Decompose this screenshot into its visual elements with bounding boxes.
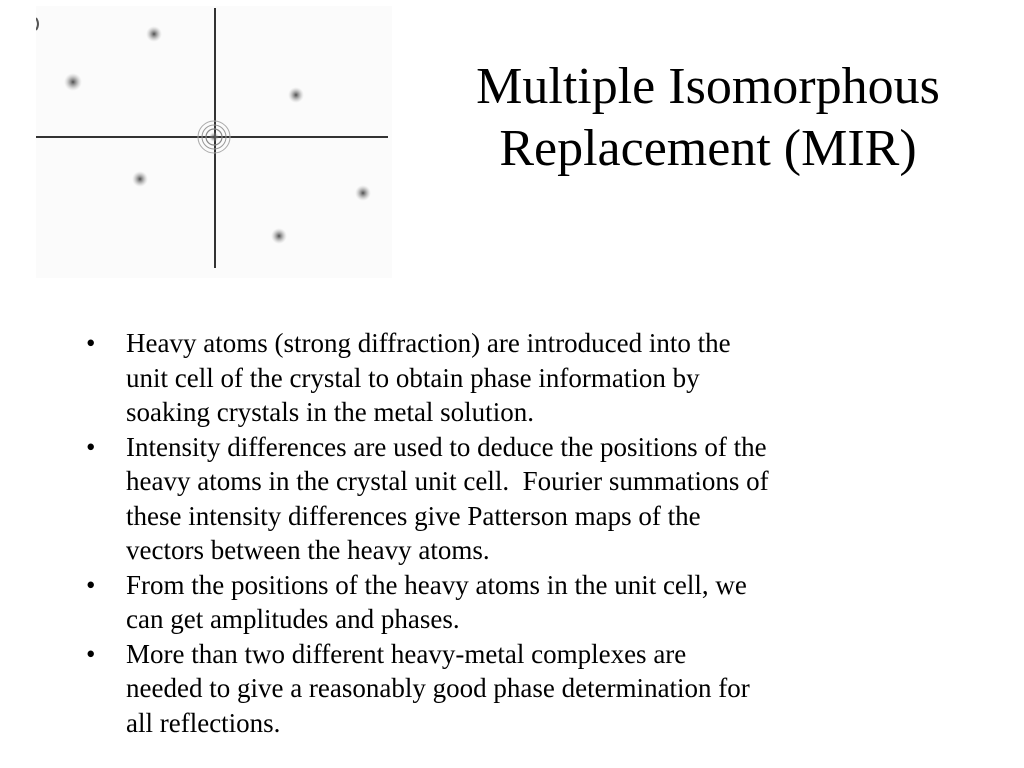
bullet-line: From the positions of the heavy atoms in the unit cell, we <box>126 569 747 600</box>
bullet-dot: • <box>86 638 96 669</box>
bullet-list <box>86 326 956 740</box>
patterson-peak <box>132 171 148 187</box>
bullet-line: vectors between the heavy atoms. <box>126 535 490 565</box>
bullet-line: unit cell of the crystal to obtain phase information by <box>126 362 700 393</box>
bullet-dot: • <box>86 328 96 358</box>
bullet-item <box>86 568 956 637</box>
bullet-item <box>86 637 956 741</box>
patterson-map-diagram <box>36 6 392 278</box>
title-line-2: Replacement (MIR) <box>499 120 917 177</box>
patterson-peak <box>271 228 287 244</box>
bullet-line: Intensity differences are used to deduce the positions of the <box>126 431 767 462</box>
patterson-map-figure <box>36 6 392 278</box>
bullet-line: heavy atoms in the crystal unit cell. Fourier summations of <box>126 466 769 496</box>
bullet-line: More than two different heavy-metal complexes are <box>126 638 687 669</box>
bullet-line: can get amplitudes and phases. <box>126 604 460 634</box>
title-line-1: Multiple Isomorphous <box>476 58 940 115</box>
edge-mark <box>36 18 38 30</box>
bullet-line: these intensity differences give Patterson maps of the <box>126 500 701 531</box>
bullet-line: Heavy atoms (strong diffraction) are introduced into the <box>126 328 731 358</box>
bullet-line: soaking crystals in the metal solution. <box>126 397 534 427</box>
bullet-dot: • <box>86 569 96 600</box>
patterson-peak <box>64 73 82 91</box>
patterson-peak <box>146 26 162 42</box>
bullet-line: all reflections. <box>126 707 281 738</box>
slide-title <box>405 56 1011 180</box>
bullet-item <box>86 326 956 430</box>
bullet-line: needed to give a reasonably good phase determination for <box>126 673 750 703</box>
bullet-item <box>86 430 956 568</box>
patterson-peak <box>288 87 304 103</box>
patterson-peak <box>355 185 371 201</box>
bullet-dot: • <box>86 431 96 462</box>
